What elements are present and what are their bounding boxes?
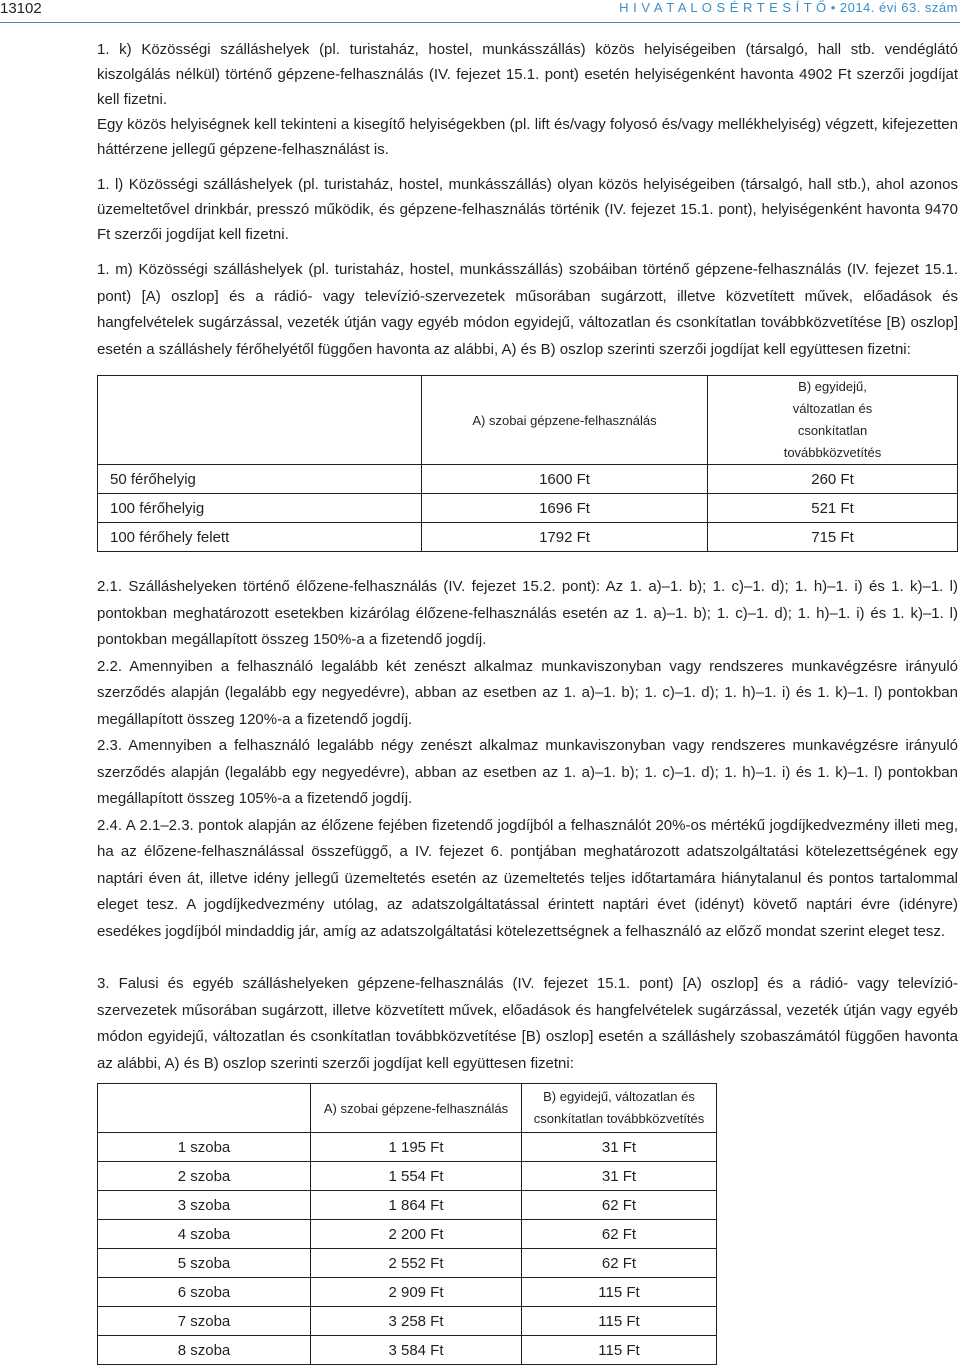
table-header-empty bbox=[98, 376, 422, 465]
row-label: 100 férőhely felett bbox=[98, 523, 422, 552]
row-value-b: 115 Ft bbox=[522, 1278, 717, 1307]
row-value-a: 2 909 Ft bbox=[311, 1278, 522, 1307]
fee-table-rooms bbox=[97, 1083, 717, 1365]
row-value-b: 62 Ft bbox=[522, 1220, 717, 1249]
row-value-a: 1 554 Ft bbox=[311, 1162, 522, 1191]
row-value-b: 62 Ft bbox=[522, 1249, 717, 1278]
row-value-a: 3 584 Ft bbox=[311, 1336, 522, 1365]
table-header-row bbox=[98, 376, 958, 465]
table-row bbox=[98, 465, 958, 494]
table-header-row bbox=[98, 1084, 717, 1133]
row-label: 2 szoba bbox=[98, 1162, 311, 1191]
row-value-a: 1600 Ft bbox=[422, 465, 708, 494]
paragraph-3: 3. Falusi és egyéb szálláshelyeken gépzene-felhasználás (IV. fejezet 15.1. pont) [A) oszlop] és a rádió- vagy televízió-szervezetek műsorában sugárzott, illetve közvetített művek, előadások és hangfelvételek sugárzással, vezeték útján vagy egyéb módon egyidejű, változatlan és csonkítatlan továbbközvetítése [B) oszlop] esetén a szálláshely szobaszámától függően havonta az alábbi, A) és B) oszlop szerinti szerzői jogdíjat kell együttesen fizetni: bbox=[97, 975, 958, 1072]
row-value-b: 31 Ft bbox=[522, 1133, 717, 1162]
page-number: 13102 bbox=[0, 0, 42, 17]
row-value-b: 521 Ft bbox=[708, 494, 958, 523]
row-value-a: 1 195 Ft bbox=[311, 1133, 522, 1162]
journal-title: H I V A T A L O S É R T E S Í T Ő • 2014. évi 63. szám bbox=[619, 0, 958, 15]
table-header-empty bbox=[98, 1084, 311, 1133]
row-value-a: 1 864 Ft bbox=[311, 1191, 522, 1220]
paragraph-1l: 1. l) Közösségi szálláshelyek (pl. turistaház, hostel, munkásszállás) olyan közös helyiségeiben (társalgó, hall stb.), ahol azonos üzemeltetővel drinkbár, presszó működik, és gépzene-felhasználás történik (IV. fejezet 15.1. pont), helyiségenként havonta 9470 Ft szerzői jogdíjat kell fizetni. bbox=[97, 176, 958, 243]
table-header-col-b bbox=[708, 376, 958, 465]
row-value-b: 260 Ft bbox=[708, 465, 958, 494]
row-label: 3 szoba bbox=[98, 1191, 311, 1220]
page-header bbox=[0, 0, 960, 20]
document-body bbox=[97, 37, 958, 1365]
paragraph-2-1: 2.1. Szálláshelyeken történő élőzene-felhasználás (IV. fejezet 15.2. pont): Az 1. a)–1. b); 1. c)–1. d); 1. h)–1. i) és 1. k)–1. l) pontokban meghatározott esetekben kizárólag élőzene-felhasználás esetén az 1. a)–1. b); 1. c)–1. d); 1. h)–1. i) és 1. k)–1. l) pontokban megállapított összeg 150%-a a fizetendő jogdíj. bbox=[97, 578, 958, 648]
table-header-col-b-text: B) egyidejű, változatlan és csonkítatlan továbbközvetítés bbox=[533, 1089, 705, 1126]
row-value-b: 115 Ft bbox=[522, 1336, 717, 1365]
row-value-a: 1792 Ft bbox=[422, 523, 708, 552]
fee-table-capacity bbox=[97, 375, 958, 552]
table-row bbox=[98, 494, 958, 523]
paragraph-2-2: 2.2. Amennyiben a felhasználó legalább két zenészt alkalmaz munkaviszonyban vagy rendszeres munkavégzésre irányuló szerződés alapján (legalább egy negyedévre), abban az esetben az 1. a)–1. b); 1. c)–1. d); 1. h)–1. i) és 1. k)–1. l) pontokban megállapított összeg 120%-a a fizetendő jogdíj. bbox=[97, 657, 958, 728]
table-row bbox=[98, 1307, 717, 1336]
row-value-a: 2 552 Ft bbox=[311, 1249, 522, 1278]
header-divider bbox=[0, 22, 960, 23]
paragraph-1m: 1. m) Közösségi szálláshelyek (pl. turistaház, hostel, munkásszállás) szobáiban történő gépzene-felhasználás (IV. fejezet 15.1. pont) [A) oszlop] és a rádió- vagy televízió-szervezetek műsorában sugárzott, illetve közvetített művek, előadások és hangfelvételek sugárzással, vezeték útján vagy egyéb módon egyidejű, változatlan és csonkítatlan továbbközvetítése [B) oszlop] esetén a szálláshely férőhelyétől függően havonta az alábbi, A) és B) oszlop szerinti szerzői jogdíjat kell együttesen fizetni: bbox=[97, 261, 958, 358]
paragraph-1k-note: Egy közös helyiségnek kell tekinteni a kisegítő helyiségekben (pl. lift és/vagy folyosó és/vagy mellékhelyiség) végzett, kifejezetten háttérzene jellegű gépzene-felhasználást is. bbox=[97, 116, 958, 158]
row-value-a: 2 200 Ft bbox=[311, 1220, 522, 1249]
paragraph-1k: 1. k) Közösségi szálláshelyek (pl. turistaház, hostel, munkásszállás) közös helyiségeiben (társalgó, hall stb. vendéglátó kiszolgálás nélkül) történő gépzene-felhasználás (IV. fejezet 15.1. pont) esetén helyiségenként havonta 4902 Ft szerzői jogdíjat kell fizetni. bbox=[97, 41, 958, 108]
table-header-col-b bbox=[522, 1084, 717, 1133]
paragraph-2-3: 2.3. Amennyiben a felhasználó legalább négy zenészt alkalmaz munkaviszonyban vagy rendszeres munkavégzésre irányuló szerződés alapján (legalább egy negyedévre), abban az esetben az 1. a)–1. b); 1. c)–1. d); 1. h)–1. i) és 1. k)–1. l) pontokban megállapított összeg 105%-a a fizetendő jogdíj. bbox=[97, 737, 958, 807]
row-label: 6 szoba bbox=[98, 1278, 311, 1307]
row-label: 4 szoba bbox=[98, 1220, 311, 1249]
table-row bbox=[98, 1162, 717, 1191]
table-row bbox=[98, 1336, 717, 1365]
table-row bbox=[98, 523, 958, 552]
row-label: 1 szoba bbox=[98, 1133, 311, 1162]
table-header-col-a: A) szobai gépzene-felhasználás bbox=[311, 1084, 522, 1133]
table-row bbox=[98, 1249, 717, 1278]
row-label: 7 szoba bbox=[98, 1307, 311, 1336]
table-header-col-a: A) szobai gépzene-felhasználás bbox=[422, 376, 708, 465]
row-label: 5 szoba bbox=[98, 1249, 311, 1278]
row-value-a: 1696 Ft bbox=[422, 494, 708, 523]
table-row bbox=[98, 1220, 717, 1249]
row-label: 50 férőhelyig bbox=[98, 465, 422, 494]
table-row bbox=[98, 1278, 717, 1307]
row-value-b: 31 Ft bbox=[522, 1162, 717, 1191]
row-value-a: 3 258 Ft bbox=[311, 1307, 522, 1336]
table-header-col-b-text: B) egyidejű, változatlan és csonkítatlan továbbközvetítés bbox=[783, 379, 882, 460]
row-value-b: 115 Ft bbox=[522, 1307, 717, 1336]
row-value-b: 715 Ft bbox=[708, 523, 958, 552]
row-value-b: 62 Ft bbox=[522, 1191, 717, 1220]
table-row bbox=[98, 1133, 717, 1162]
table-row bbox=[98, 1191, 717, 1220]
row-label: 8 szoba bbox=[98, 1336, 311, 1365]
row-label: 100 férőhelyig bbox=[98, 494, 422, 523]
paragraph-2-4: 2.4. A 2.1–2.3. pontok alapján az élőzene fejében fizetendő jogdíjból a felhasználót 20%-os mértékű jogdíjkedvezmény illeti meg, ha az élőzene-felhasználással összefüggő, a IV. fejezet 6. pontjában meghatározott adatszolgáltatási kötelezettségének egy naptári éven át, illetve idény jellegű üzemeltetés esetén az üzemeltetés teljes időtartamára hiánytalanul és pontos tartalommal eleget tesz. A jogdíjkedvezmény utólag, az adatszolgáltatással érintett naptári évet (idényt) követő naptári évre (idényre) esedékes jogdíjból mindaddig jár, amíg az adatszolgáltatási kötelezettségnek a felhasználó az előző mondat szerint eleget tesz. bbox=[97, 816, 958, 940]
